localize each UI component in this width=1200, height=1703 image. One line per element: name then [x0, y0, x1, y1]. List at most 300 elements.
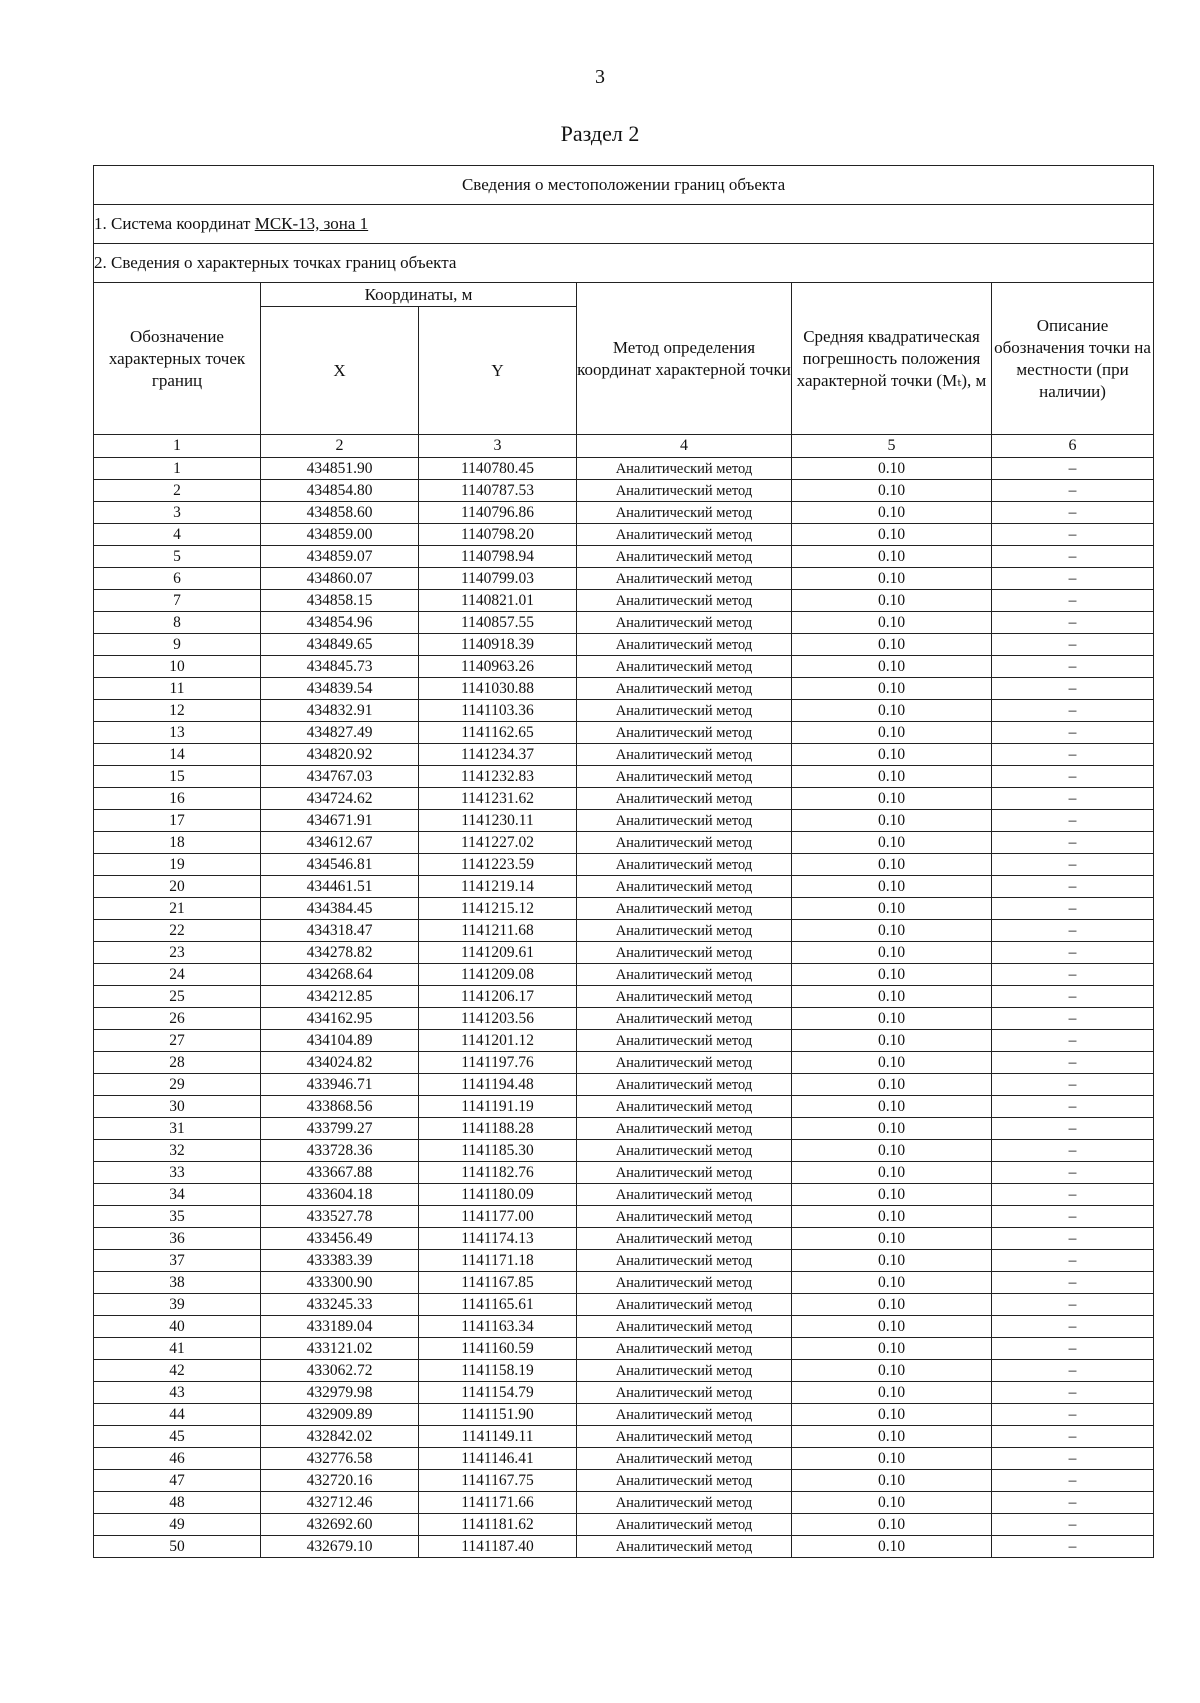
y-coordinate: 1140857.55: [419, 612, 577, 634]
table-row: [94, 1448, 1154, 1470]
description: –: [992, 1426, 1154, 1448]
description: –: [992, 876, 1154, 898]
y-coordinate: 1140798.20: [419, 524, 577, 546]
column-number: 4: [577, 435, 792, 458]
method: Аналитический метод: [577, 1470, 792, 1492]
x-coordinate: 434278.82: [261, 942, 419, 964]
error-value: 0.10: [792, 1272, 992, 1294]
table-row: [94, 546, 1154, 568]
method: Аналитический метод: [577, 722, 792, 744]
table-row: [94, 942, 1154, 964]
x-coordinate: 433189.04: [261, 1316, 419, 1338]
method: Аналитический метод: [577, 1118, 792, 1140]
description: –: [992, 1250, 1154, 1272]
method: Аналитический метод: [577, 1514, 792, 1536]
point-number: 44: [94, 1404, 261, 1426]
table-row: [94, 1096, 1154, 1118]
method: Аналитический метод: [577, 1228, 792, 1250]
method: Аналитический метод: [577, 1426, 792, 1448]
x-coordinate: 433799.27: [261, 1118, 419, 1140]
coord-system-row: [94, 205, 1154, 244]
x-coordinate: 433946.71: [261, 1074, 419, 1096]
point-number: 7: [94, 590, 261, 612]
table-row: [94, 1470, 1154, 1492]
point-number: 43: [94, 1382, 261, 1404]
method: Аналитический метод: [577, 920, 792, 942]
x-coordinate: 434612.67: [261, 832, 419, 854]
method: Аналитический метод: [577, 964, 792, 986]
column-number: 3: [419, 435, 577, 458]
point-number: 17: [94, 810, 261, 832]
page-number: 3: [595, 66, 605, 88]
point-number: 8: [94, 612, 261, 634]
table-row: [94, 590, 1154, 612]
table-row: [94, 788, 1154, 810]
description: –: [992, 744, 1154, 766]
y-coordinate: 1140787.53: [419, 480, 577, 502]
y-coordinate: 1141219.14: [419, 876, 577, 898]
point-number: 40: [94, 1316, 261, 1338]
y-coordinate: 1141211.68: [419, 920, 577, 942]
point-number: 11: [94, 678, 261, 700]
error-value: 0.10: [792, 964, 992, 986]
table-row: [94, 1228, 1154, 1250]
point-number: 5: [94, 546, 261, 568]
points-heading: 2. Сведения о характерных точках границ объекта: [94, 244, 1154, 283]
method: Аналитический метод: [577, 1382, 792, 1404]
error-value: 0.10: [792, 942, 992, 964]
description: –: [992, 1228, 1154, 1250]
method: Аналитический метод: [577, 1074, 792, 1096]
point-number: 47: [94, 1470, 261, 1492]
point-number: 50: [94, 1536, 261, 1558]
table-row: [94, 1404, 1154, 1426]
description: –: [992, 1338, 1154, 1360]
description: –: [992, 656, 1154, 678]
error-value: 0.10: [792, 744, 992, 766]
description: –: [992, 524, 1154, 546]
table-row: [94, 568, 1154, 590]
error-value: 0.10: [792, 1470, 992, 1492]
x-coordinate: 432909.89: [261, 1404, 419, 1426]
error-value: 0.10: [792, 1074, 992, 1096]
y-coordinate: 1141167.75: [419, 1470, 577, 1492]
description: –: [992, 1272, 1154, 1294]
description: –: [992, 1360, 1154, 1382]
method: Аналитический метод: [577, 1096, 792, 1118]
method: Аналитический метод: [577, 832, 792, 854]
point-number: 45: [94, 1426, 261, 1448]
point-number: 14: [94, 744, 261, 766]
table-row: [94, 1492, 1154, 1514]
y-coordinate: 1141231.62: [419, 788, 577, 810]
table-row: [94, 1426, 1154, 1448]
y-coordinate: 1141154.79: [419, 1382, 577, 1404]
y-coordinate: 1141209.61: [419, 942, 577, 964]
description: –: [992, 480, 1154, 502]
table-title: Сведения о местоположении границ объекта: [94, 166, 1154, 205]
point-number: 36: [94, 1228, 261, 1250]
column-number: 1: [94, 435, 261, 458]
point-number: 18: [94, 832, 261, 854]
method: Аналитический метод: [577, 1008, 792, 1030]
point-number: 38: [94, 1272, 261, 1294]
x-coordinate: 432720.16: [261, 1470, 419, 1492]
error-value: 0.10: [792, 854, 992, 876]
y-coordinate: 1141171.18: [419, 1250, 577, 1272]
x-coordinate: 434851.90: [261, 458, 419, 480]
method: Аналитический метод: [577, 1338, 792, 1360]
coord-system-value: МСК-13, зона 1: [254, 214, 369, 233]
x-coordinate: 434767.03: [261, 766, 419, 788]
table-row: [94, 656, 1154, 678]
x-coordinate: 433121.02: [261, 1338, 419, 1360]
table-row: [94, 524, 1154, 546]
point-number: 34: [94, 1184, 261, 1206]
description: –: [992, 1184, 1154, 1206]
y-coordinate: 1141146.41: [419, 1448, 577, 1470]
y-coordinate: 1141194.48: [419, 1074, 577, 1096]
method: Аналитический метод: [577, 986, 792, 1008]
points-body: [94, 458, 1154, 1558]
method: Аналитический метод: [577, 1360, 792, 1382]
x-coordinate: 434858.15: [261, 590, 419, 612]
y-coordinate: 1141227.02: [419, 832, 577, 854]
table-row: [94, 744, 1154, 766]
table-row: [94, 832, 1154, 854]
y-coordinate: 1141182.76: [419, 1162, 577, 1184]
error-value: 0.10: [792, 568, 992, 590]
description: –: [992, 722, 1154, 744]
x-coordinate: 434024.82: [261, 1052, 419, 1074]
point-number: 30: [94, 1096, 261, 1118]
y-coordinate: 1140780.45: [419, 458, 577, 480]
x-coordinate: 434845.73: [261, 656, 419, 678]
x-coordinate: 432692.60: [261, 1514, 419, 1536]
table-row: [94, 1514, 1154, 1536]
table-row: [94, 854, 1154, 876]
x-coordinate: 433728.36: [261, 1140, 419, 1162]
point-number: 24: [94, 964, 261, 986]
method: Аналитический метод: [577, 788, 792, 810]
point-number: 19: [94, 854, 261, 876]
method: Аналитический метод: [577, 876, 792, 898]
description: –: [992, 810, 1154, 832]
method: Аналитический метод: [577, 502, 792, 524]
error-value: 0.10: [792, 502, 992, 524]
point-number: 15: [94, 766, 261, 788]
method: Аналитический метод: [577, 1316, 792, 1338]
method: Аналитический метод: [577, 480, 792, 502]
table-row: [94, 1206, 1154, 1228]
x-coordinate: 433604.18: [261, 1184, 419, 1206]
table-row: [94, 1074, 1154, 1096]
point-number: 35: [94, 1206, 261, 1228]
description: –: [992, 1074, 1154, 1096]
method: Аналитический метод: [577, 744, 792, 766]
error-value: 0.10: [792, 1096, 992, 1118]
table-row: [94, 1030, 1154, 1052]
error-value: 0.10: [792, 1316, 992, 1338]
table-row: [94, 986, 1154, 1008]
method: Аналитический метод: [577, 590, 792, 612]
point-number: 33: [94, 1162, 261, 1184]
method: Аналитический метод: [577, 1272, 792, 1294]
point-number: 16: [94, 788, 261, 810]
point-number: 26: [94, 1008, 261, 1030]
table-row: [94, 1162, 1154, 1184]
method: Аналитический метод: [577, 942, 792, 964]
point-number: 22: [94, 920, 261, 942]
description: –: [992, 964, 1154, 986]
point-number: 29: [94, 1074, 261, 1096]
error-value: 0.10: [792, 1448, 992, 1470]
error-value: 0.10: [792, 832, 992, 854]
table-row: [94, 458, 1154, 480]
method: Аналитический метод: [577, 700, 792, 722]
point-number: 3: [94, 502, 261, 524]
method: Аналитический метод: [577, 568, 792, 590]
coord-system-prefix: 1. Система координат: [94, 214, 255, 233]
error-value: 0.10: [792, 458, 992, 480]
header-y: Y: [419, 307, 577, 435]
point-number: 41: [94, 1338, 261, 1360]
y-coordinate: 1141180.09: [419, 1184, 577, 1206]
table-row: [94, 810, 1154, 832]
description: –: [992, 1316, 1154, 1338]
method: Аналитический метод: [577, 634, 792, 656]
point-number: 28: [94, 1052, 261, 1074]
method: Аналитический метод: [577, 1250, 792, 1272]
point-number: 6: [94, 568, 261, 590]
point-number: 23: [94, 942, 261, 964]
method: Аналитический метод: [577, 1030, 792, 1052]
method: Аналитический метод: [577, 1404, 792, 1426]
y-coordinate: 1141160.59: [419, 1338, 577, 1360]
description: –: [992, 1140, 1154, 1162]
point-number: 39: [94, 1294, 261, 1316]
x-coordinate: 433300.90: [261, 1272, 419, 1294]
method: Аналитический метод: [577, 810, 792, 832]
error-value: 0.10: [792, 1228, 992, 1250]
point-number: 49: [94, 1514, 261, 1536]
table-row: [94, 700, 1154, 722]
point-number: 37: [94, 1250, 261, 1272]
description: –: [992, 1162, 1154, 1184]
y-coordinate: 1141165.61: [419, 1294, 577, 1316]
description: –: [992, 700, 1154, 722]
x-coordinate: 434859.07: [261, 546, 419, 568]
error-value: 0.10: [792, 898, 992, 920]
table-row: [94, 898, 1154, 920]
x-coordinate: 434461.51: [261, 876, 419, 898]
x-coordinate: 434212.85: [261, 986, 419, 1008]
y-coordinate: 1141171.66: [419, 1492, 577, 1514]
error-value: 0.10: [792, 546, 992, 568]
x-coordinate: 432776.58: [261, 1448, 419, 1470]
description: –: [992, 1294, 1154, 1316]
point-number: 48: [94, 1492, 261, 1514]
error-value: 0.10: [792, 920, 992, 942]
description: –: [992, 1118, 1154, 1140]
table-row: [94, 502, 1154, 524]
method: Аналитический метод: [577, 1162, 792, 1184]
description: –: [992, 986, 1154, 1008]
description: –: [992, 458, 1154, 480]
error-value: 0.10: [792, 1250, 992, 1272]
description: –: [992, 1404, 1154, 1426]
error-value: 0.10: [792, 1052, 992, 1074]
table-row: [94, 876, 1154, 898]
x-coordinate: 434104.89: [261, 1030, 419, 1052]
table-row: [94, 1052, 1154, 1074]
y-coordinate: 1141174.13: [419, 1228, 577, 1250]
error-value: 0.10: [792, 1294, 992, 1316]
y-coordinate: 1141197.76: [419, 1052, 577, 1074]
method: Аналитический метод: [577, 656, 792, 678]
description: –: [992, 1470, 1154, 1492]
error-value: 0.10: [792, 1404, 992, 1426]
y-coordinate: 1141203.56: [419, 1008, 577, 1030]
x-coordinate: 434724.62: [261, 788, 419, 810]
x-coordinate: 432979.98: [261, 1382, 419, 1404]
x-coordinate: 433667.88: [261, 1162, 419, 1184]
column-number: 6: [992, 435, 1154, 458]
description: –: [992, 1492, 1154, 1514]
point-number: 10: [94, 656, 261, 678]
header-coordinates: Координаты, м: [261, 283, 577, 307]
header-point-designation: Обозначение характерных точек границ: [94, 283, 261, 435]
method: Аналитический метод: [577, 458, 792, 480]
method: Аналитический метод: [577, 1294, 792, 1316]
y-coordinate: 1141030.88: [419, 678, 577, 700]
description: –: [992, 1096, 1154, 1118]
error-value: 0.10: [792, 700, 992, 722]
x-coordinate: 434832.91: [261, 700, 419, 722]
description: –: [992, 590, 1154, 612]
x-coordinate: 433456.49: [261, 1228, 419, 1250]
y-coordinate: 1141215.12: [419, 898, 577, 920]
header-description: Описание обозначения точки на местности (при наличии): [992, 283, 1154, 435]
table-row: [94, 1294, 1154, 1316]
error-value: 0.10: [792, 766, 992, 788]
point-number: 9: [94, 634, 261, 656]
point-number: 42: [94, 1360, 261, 1382]
table-row: [94, 722, 1154, 744]
table-row: [94, 1338, 1154, 1360]
x-coordinate: 433062.72: [261, 1360, 419, 1382]
y-coordinate: 1141149.11: [419, 1426, 577, 1448]
method: Аналитический метод: [577, 1536, 792, 1558]
x-coordinate: 434318.47: [261, 920, 419, 942]
boundary-table: [93, 165, 1154, 1558]
table-row: [94, 1250, 1154, 1272]
method: Аналитический метод: [577, 898, 792, 920]
y-coordinate: 1141201.12: [419, 1030, 577, 1052]
description: –: [992, 1206, 1154, 1228]
x-coordinate: 434827.49: [261, 722, 419, 744]
y-coordinate: 1140963.26: [419, 656, 577, 678]
error-value: 0.10: [792, 1206, 992, 1228]
table-row: [94, 1316, 1154, 1338]
error-value: 0.10: [792, 1008, 992, 1030]
header-error: Средняя квадратическая погрешность положения характерной точки (Mₜ), м: [792, 283, 992, 435]
x-coordinate: 434384.45: [261, 898, 419, 920]
method: Аналитический метод: [577, 612, 792, 634]
description: –: [992, 854, 1154, 876]
y-coordinate: 1141163.34: [419, 1316, 577, 1338]
y-coordinate: 1141206.17: [419, 986, 577, 1008]
error-value: 0.10: [792, 1140, 992, 1162]
method: Аналитический метод: [577, 678, 792, 700]
table-row: [94, 1382, 1154, 1404]
description: –: [992, 678, 1154, 700]
point-number: 27: [94, 1030, 261, 1052]
y-coordinate: 1141188.28: [419, 1118, 577, 1140]
x-coordinate: 434854.96: [261, 612, 419, 634]
error-value: 0.10: [792, 1492, 992, 1514]
x-coordinate: 434839.54: [261, 678, 419, 700]
error-value: 0.10: [792, 480, 992, 502]
table-row: [94, 480, 1154, 502]
method: Аналитический метод: [577, 1052, 792, 1074]
description: –: [992, 766, 1154, 788]
description: –: [992, 1382, 1154, 1404]
method: Аналитический метод: [577, 1492, 792, 1514]
error-value: 0.10: [792, 612, 992, 634]
point-number: 1: [94, 458, 261, 480]
error-value: 0.10: [792, 876, 992, 898]
y-coordinate: 1140799.03: [419, 568, 577, 590]
column-number: 2: [261, 435, 419, 458]
y-coordinate: 1141187.40: [419, 1536, 577, 1558]
point-number: 12: [94, 700, 261, 722]
point-number: 13: [94, 722, 261, 744]
error-value: 0.10: [792, 1184, 992, 1206]
y-coordinate: 1141234.37: [419, 744, 577, 766]
description: –: [992, 634, 1154, 656]
point-number: 31: [94, 1118, 261, 1140]
x-coordinate: 434546.81: [261, 854, 419, 876]
y-coordinate: 1141191.19: [419, 1096, 577, 1118]
y-coordinate: 1140918.39: [419, 634, 577, 656]
table-row: [94, 1360, 1154, 1382]
x-coordinate: 434268.64: [261, 964, 419, 986]
x-coordinate: 434820.92: [261, 744, 419, 766]
y-coordinate: 1141230.11: [419, 810, 577, 832]
table-row: [94, 634, 1154, 656]
description: –: [992, 612, 1154, 634]
x-coordinate: 432712.46: [261, 1492, 419, 1514]
point-number: 2: [94, 480, 261, 502]
section-title: Раздел 2: [560, 121, 640, 146]
y-coordinate: 1141151.90: [419, 1404, 577, 1426]
table-row: [94, 1536, 1154, 1558]
error-value: 0.10: [792, 590, 992, 612]
error-value: 0.10: [792, 1514, 992, 1536]
point-number: 32: [94, 1140, 261, 1162]
error-value: 0.10: [792, 1338, 992, 1360]
header-x: X: [261, 307, 419, 435]
table-row: [94, 1140, 1154, 1162]
header-method: Метод определения координат характерной точки: [577, 283, 792, 435]
method: Аналитический метод: [577, 1206, 792, 1228]
x-coordinate: 432679.10: [261, 1536, 419, 1558]
y-coordinate: 1141185.30: [419, 1140, 577, 1162]
y-coordinate: 1141158.19: [419, 1360, 577, 1382]
column-number-row: [94, 435, 1154, 458]
method: Аналитический метод: [577, 1140, 792, 1162]
